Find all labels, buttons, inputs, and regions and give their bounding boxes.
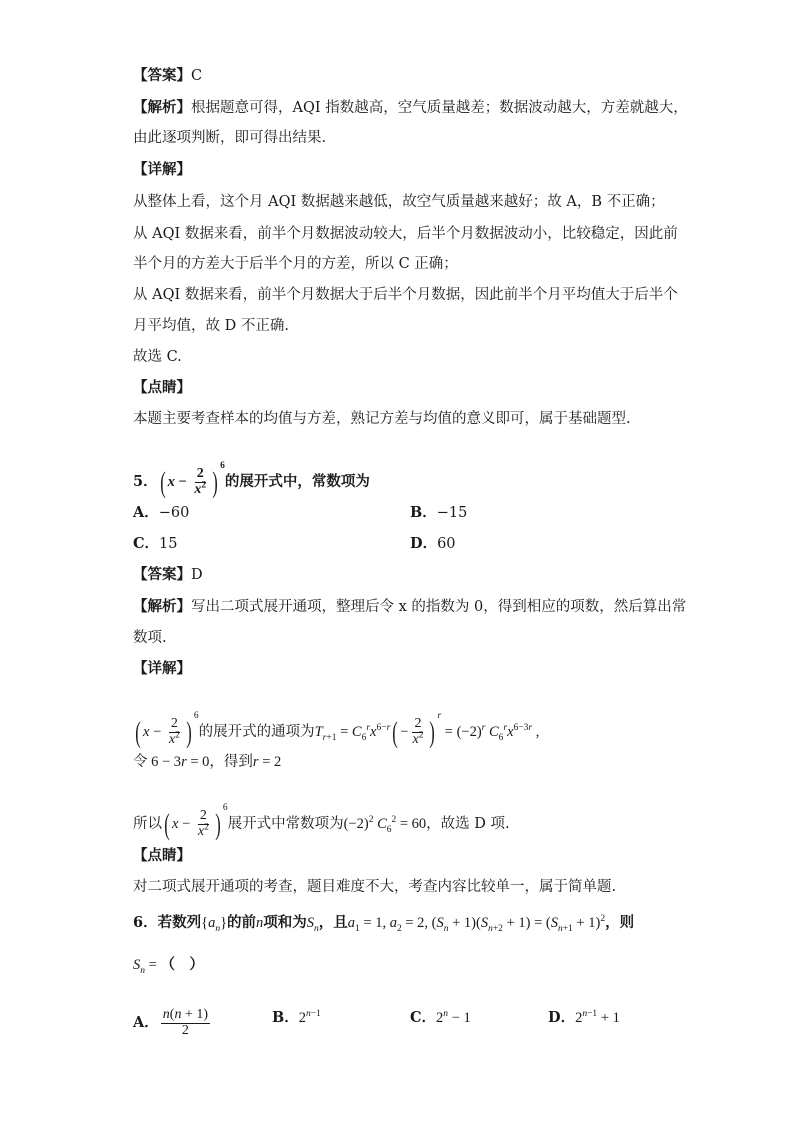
q4-detail-line: 故选 C. [133, 349, 182, 365]
q6-option-a: A． $\frac{n(n + 1)}{2}$ [133, 1007, 208, 1038]
q4-detail-line: 从 AQI 数据来看，前半个月数据大于后半个月数据，因此前半个月平均值大于后半个 [133, 287, 678, 303]
q5-option-d: D．60 [410, 535, 456, 552]
q4-analysis: 【解析】根据题意可得，AQI 指数越高，空气质量越差；数据波动越大，方差就越大， [133, 99, 688, 116]
q5-expression: ( x − $\frac{2}{x^2}$ ) $^6$ [164, 803, 228, 841]
q4-answer: 【答案】C [133, 67, 203, 84]
q6-option-b-formula: $2^{n-1}$ [298, 1009, 321, 1026]
q6-option-b: B．$2^{n-1}$ [272, 1009, 321, 1026]
q5-general-term: ( x − $\frac{2}{x^2}$ ) $^6$的展开式的通项为$T_{r+1} = C_6^rx^{6-r}$( − $\frac{2}{x^2}$ ) $^r = (-2)^r$ $C_6^rx^{6-3r}$ , [133, 706, 539, 748]
q6-option-c: C．$2^n - 1$ [410, 1009, 471, 1026]
q4-detail-heading: 【详解】 [133, 161, 191, 178]
q6-condition: $a_1 = 1$, $a_2 = 2$, $(S_n + 1)(S_{n+2} + 1) = (S_{n+1} + 1)^2$ [347, 914, 606, 934]
q5-comment: 对二项式展开通项的考查，题目难度不大，考查内容比较单一，属于简单题. [133, 879, 617, 895]
q6-n: n [256, 915, 264, 931]
q5-r-value: r = 2 [252, 754, 282, 770]
q4-analysis-cont: 由此逐项判断，即可得出结果. [133, 130, 327, 146]
q5-expression: ( x − $\frac{2}{x^2}$ ) $^6$ [135, 711, 199, 749]
q5-option-b: B．−15 [410, 504, 468, 521]
q6-sn-eq: $S_n$ = [133, 957, 161, 976]
q4-detail-line: 从 AQI 数据来看，前半个月数据波动较大，后半个月数据波动小，比较稳定，因此前 [133, 226, 678, 242]
q5-general-term-formula: $T_{r+1} = C_6^rx^{6-r}$( − $\frac{2}{x^2}$ ) $^r = (-2)^r$ $C_6^rx^{6-3r}$ , [314, 711, 540, 749]
q4-comment: 本题主要考查样本的均值与方差，熟记方差与均值的意义即可，属于基础题型. [133, 411, 631, 427]
q6-option-d-formula: $2^{n-1} + 1$ [575, 1009, 620, 1026]
q5-stem: 5．( x − $\frac{2}{x^2}$ ) $^6$的展开式中，常数项为 [133, 461, 370, 499]
q6-option-a-formula: $\frac{n(n + 1)}{2}$ [162, 1007, 208, 1038]
q5-constant-line: 所以( x − $\frac{2}{x^2}$ ) $^6$展开式中常数项为$(-2)^2$ $C_6^2 = 60$，故选 D 项. [133, 803, 510, 841]
q5-option-c: C．15 [133, 535, 178, 552]
q5-analysis: 【解析】写出二项式展开通项，整理后令 x 的指数为 0，得到相应的项数，然后算出常 [133, 598, 687, 615]
q5-option-a: A．−60 [133, 504, 190, 521]
q4-detail-line: 半个月的方差大于后半个月的方差，所以 C 正确； [133, 256, 458, 272]
q4-comment-heading: 【点睛】 [133, 379, 191, 396]
q5-let-line: 令 6 − 3r = 0，得到r = 2 [133, 754, 282, 770]
q5-equation: 6 − 3r = 0 [147, 754, 210, 770]
q6-option-d: D．$2^{n-1} + 1$ [548, 1009, 620, 1026]
q4-detail-line: 从整体上看，这个月 AQI 数据越来越低，故空气质量越来越好；故 A，B 不正确； [133, 194, 665, 210]
q5-expression: ( x − $\frac{2}{x^2}$ ) $^6$ [159, 461, 225, 499]
q4-detail-line: 月平均值，故 D 不正确. [133, 318, 289, 334]
q5-detail-heading: 【详解】 [133, 660, 191, 677]
q6-stem-cont: $S_n$ = （ ） [133, 956, 204, 976]
q6-option-c-formula: $2^n - 1$ [436, 1009, 471, 1026]
q5-answer: 【答案】D [133, 566, 203, 583]
q6-stem: 6．若数列$\{a_n\}$的前n项和为$S_n$，且$a_1 = 1$, $a_2 = 2$, $(S_n + 1)(S_{n+2} + 1) = (S_{n+1} + 1)^2$，则 [133, 914, 635, 934]
q5-comment-heading: 【点睛】 [133, 847, 191, 864]
q6-sequence: $\{a_n\}$ [201, 915, 228, 934]
q5-analysis-cont: 数项. [133, 630, 167, 646]
q6-sum-symbol: $S_n$ [306, 915, 319, 934]
q5-constant-formula: $(-2)^2$ $C_6^2 = 60$ [343, 815, 427, 835]
